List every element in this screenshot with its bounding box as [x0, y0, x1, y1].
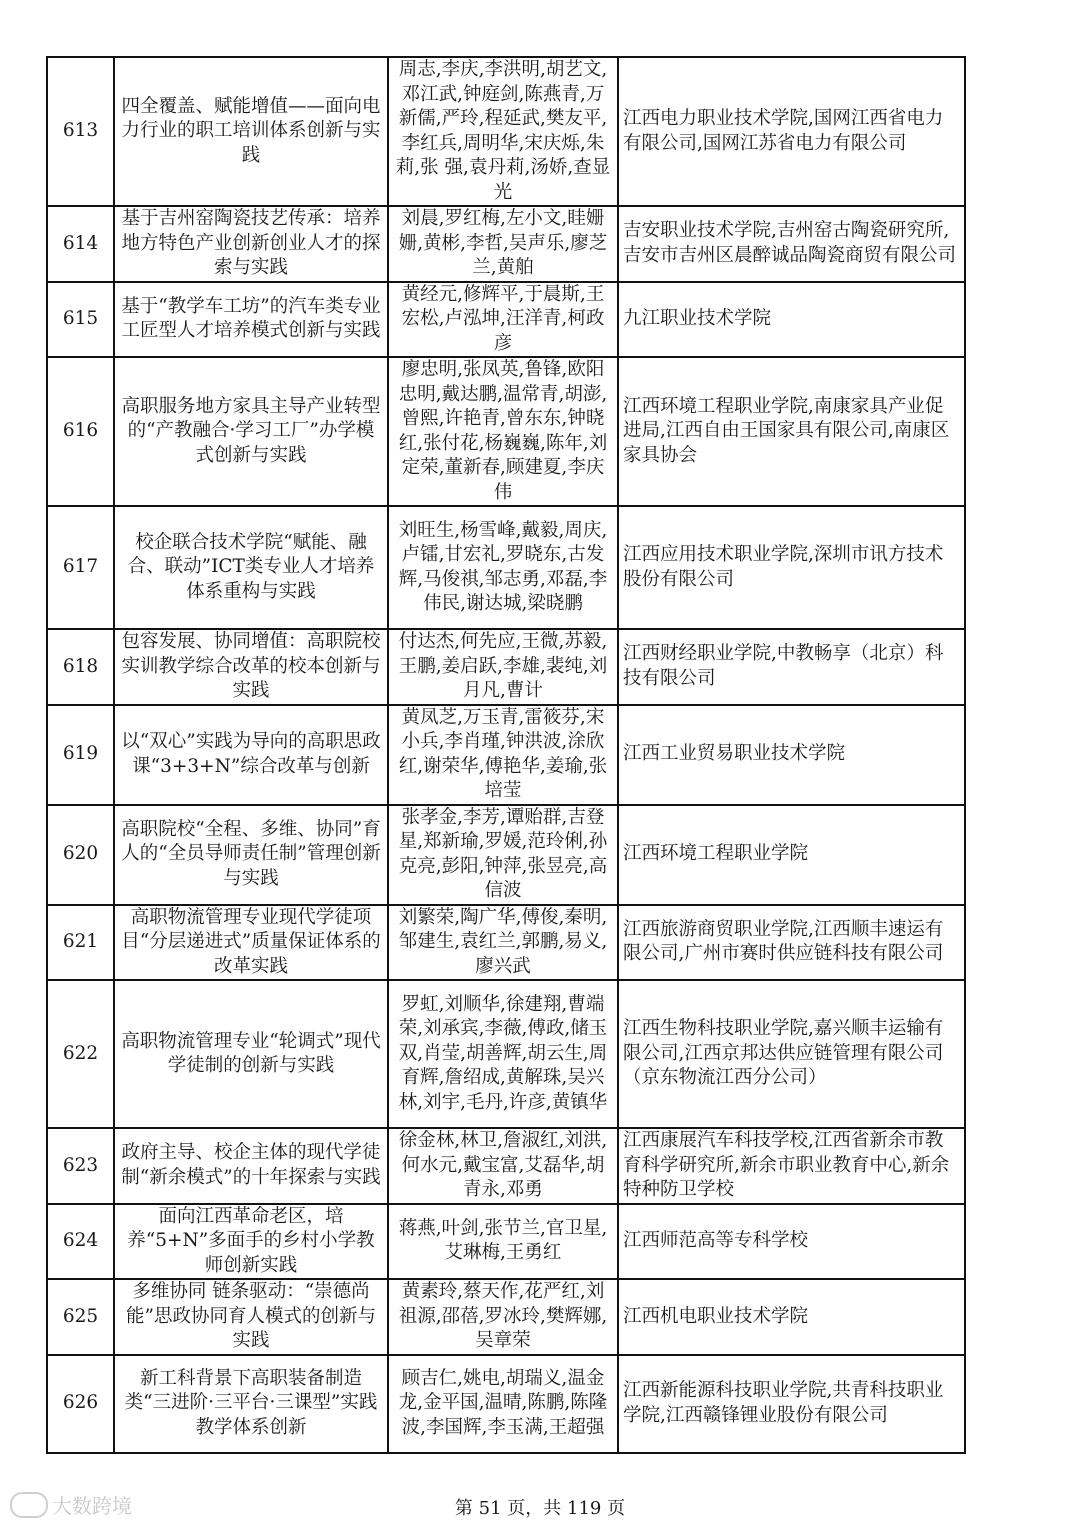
project-organizations: 江西环境工程职业学院,南康家具产业促进局,江西自由王国家具有限公司,南康区家具协会 [618, 357, 965, 506]
project-title: 高职物流管理专业现代学徒项目“分层递进式”质量保证体系的改革实践 [114, 905, 388, 981]
project-members: 付达杰,何先应,王微,苏毅,王鹏,姜启跃,李雄,裴纯,刘月凡,曹计 [388, 629, 618, 705]
project-title: 新工科背景下高职装备制造类“三进阶·三平台·三课型”实践教学体系创新 [114, 1355, 388, 1453]
project-title: 高职物流管理专业“轮调式”现代学徒制的创新与实践 [114, 980, 388, 1128]
project-members: 刘繁荣,陶广华,傅俊,秦明,邹建生,袁红兰,郭鹏,易义,廖兴武 [388, 905, 618, 981]
project-organizations: 江西应用技术职业学院,深圳市讯方技术股份有限公司 [618, 506, 965, 629]
row-number: 616 [47, 357, 114, 506]
project-organizations: 江西电力职业技术学院,国网江西省电力有限公司,国网江苏省电力有限公司 [618, 57, 965, 206]
table-row [47, 1279, 965, 1355]
project-members: 黄素玲,蔡天作,花严红,刘祖源,邵蓓,罗冰玲,樊辉娜,吴章荣 [388, 1279, 618, 1355]
project-organizations: 江西环境工程职业学院 [618, 805, 965, 905]
table-row [47, 1204, 965, 1280]
table-row [47, 506, 965, 629]
project-title: 校企联合技术学院“赋能、融合、联动”ICT类专业人才培养体系重构与实践 [114, 506, 388, 629]
project-members: 黄经元,修辉平,于晨斯,王宏松,卢泓坤,汪洋青,柯政彦 [388, 282, 618, 358]
project-title: 以“双心”实践为导向的高职思政课“3+3+N”综合改革与创新 [114, 705, 388, 805]
table-row [47, 905, 965, 981]
project-members: 徐金林,林卫,詹淑红,刘洪,何水元,戴宝富,艾磊华,胡青永,邓勇 [388, 1128, 618, 1204]
awards-table [46, 56, 966, 1454]
row-number: 619 [47, 705, 114, 805]
page-number: 第 51 页，共 119 页 [454, 1498, 626, 1519]
table-row [47, 705, 965, 805]
table-row [47, 1355, 965, 1453]
table-row [47, 357, 965, 506]
project-organizations: 江西生物科技职业学院,嘉兴顺丰运输有限公司,江西京邦达供应链管理有限公司（京东物流江西分公司） [618, 980, 965, 1128]
row-number: 617 [47, 506, 114, 629]
row-number: 624 [47, 1204, 114, 1280]
watermark-text: 大数跨境 [52, 1494, 132, 1518]
project-organizations: 九江职业技术学院 [618, 282, 965, 358]
row-number: 622 [47, 980, 114, 1128]
row-number: 618 [47, 629, 114, 705]
row-number: 625 [47, 1279, 114, 1355]
table-row [47, 980, 965, 1128]
table-row [47, 206, 965, 282]
row-number: 613 [47, 57, 114, 206]
table-row [47, 282, 965, 358]
project-title: 基于“教学车工坊”的汽车类专业工匠型人才培养模式创新与实践 [114, 282, 388, 358]
project-title: 面向江西革命老区，培养“5+N”多面手的乡村小学教师创新实践 [114, 1204, 388, 1280]
project-organizations: 江西机电职业技术学院 [618, 1279, 965, 1355]
project-members: 廖忠明,张凤英,鲁锋,欧阳忠明,戴达鹏,温常青,胡澎,曾熙,许艳青,曾东东,钟晓红,张付花,杨巍巍,陈年,刘定荣,董新春,顾建夏,李庆伟 [388, 357, 618, 506]
row-number: 614 [47, 206, 114, 282]
project-title: 高职院校“全程、多维、协同”育人的“全员导师责任制”管理创新与实践 [114, 805, 388, 905]
project-members: 蒋燕,叶剑,张节兰,官卫星,艾琳梅,王勇红 [388, 1204, 618, 1280]
project-organizations: 吉安职业技术学院,吉州窑古陶瓷研究所,吉安市吉州区晨醉诚品陶瓷商贸有限公司 [618, 206, 965, 282]
project-title: 政府主导、校企主体的现代学徒制“新余模式”的十年探索与实践 [114, 1128, 388, 1204]
project-title: 四全覆盖、赋能增值——面向电力行业的职工培训体系创新与实践 [114, 57, 388, 206]
project-members: 顾吉仁,姚电,胡瑞义,温金龙,金平国,温晴,陈鹏,陈隆波,李国辉,李玉满,王超强 [388, 1355, 618, 1453]
row-number: 623 [47, 1128, 114, 1204]
row-number: 620 [47, 805, 114, 905]
project-title: 包容发展、协同增值：高职院校实训教学综合改革的校本创新与实践 [114, 629, 388, 705]
table-row [47, 805, 965, 905]
project-members: 刘旺生,杨雪峰,戴毅,周庆,卢镭,甘宏礼,罗晓东,古发辉,马俊祺,邹志勇,邓磊,李伟民,谢达城,梁晓鹏 [388, 506, 618, 629]
project-organizations: 江西康展汽车科技学校,江西省新余市教育科学研究所,新余市职业教育中心,新余特种防卫学校 [618, 1128, 965, 1204]
table-row [47, 1128, 965, 1204]
table-body [47, 57, 965, 1453]
project-organizations: 江西新能源科技职业学院,共青科技职业学院,江西赣锋锂业股份有限公司 [618, 1355, 965, 1453]
page-footer [0, 1494, 1080, 1520]
row-number: 621 [47, 905, 114, 981]
row-number: 615 [47, 282, 114, 358]
project-members: 张孝金,李芳,谭贻群,吉登星,郑新瑜,罗媛,范玲俐,孙克亮,彭阳,钟萍,张昱亮,高信波 [388, 805, 618, 905]
project-members: 黄凤芝,万玉青,雷筱芬,宋小兵,李肖瑾,钟洪波,涂欣红,谢荣华,傅艳华,姜瑜,张培莹 [388, 705, 618, 805]
project-members: 周志,李庆,李洪明,胡艺文,邓江武,钟庭剑,陈燕青,万新儒,严玲,程延武,樊友平,李红兵,周明华,宋庆烁,朱莉,张 强,袁丹莉,汤娇,查显光 [388, 57, 618, 206]
project-organizations: 江西财经职业学院,中教畅享（北京）科技有限公司 [618, 629, 965, 705]
row-number: 626 [47, 1355, 114, 1453]
project-title: 基于吉州窑陶瓷技艺传承：培养地方特色产业创新创业人才的探索与实践 [114, 206, 388, 282]
project-members: 罗虹,刘顺华,徐建翔,曹端荣,刘承宾,李薇,傅政,储玉双,肖莹,胡善辉,胡云生,周育辉,詹绍成,黄解珠,吴兴林,刘宇,毛丹,许彦,黄镇华 [388, 980, 618, 1128]
project-title: 多维协同 链条驱动：“崇德尚能”思政协同育人模式的创新与实践 [114, 1279, 388, 1355]
project-organizations: 江西师范高等专科学校 [618, 1204, 965, 1280]
project-organizations: 江西工业贸易职业技术学院 [618, 705, 965, 805]
table-row [47, 629, 965, 705]
table-row [47, 57, 965, 206]
project-title: 高职服务地方家具主导产业转型的“产教融合·学习工厂”办学模式创新与实践 [114, 357, 388, 506]
project-members: 刘晨,罗红梅,左小文,眭姗姗,黄彬,李哲,吴声乐,廖芝兰,黄舶 [388, 206, 618, 282]
project-organizations: 江西旅游商贸职业学院,江西顺丰速运有限公司,广州市赛时供应链科技有限公司 [618, 905, 965, 981]
